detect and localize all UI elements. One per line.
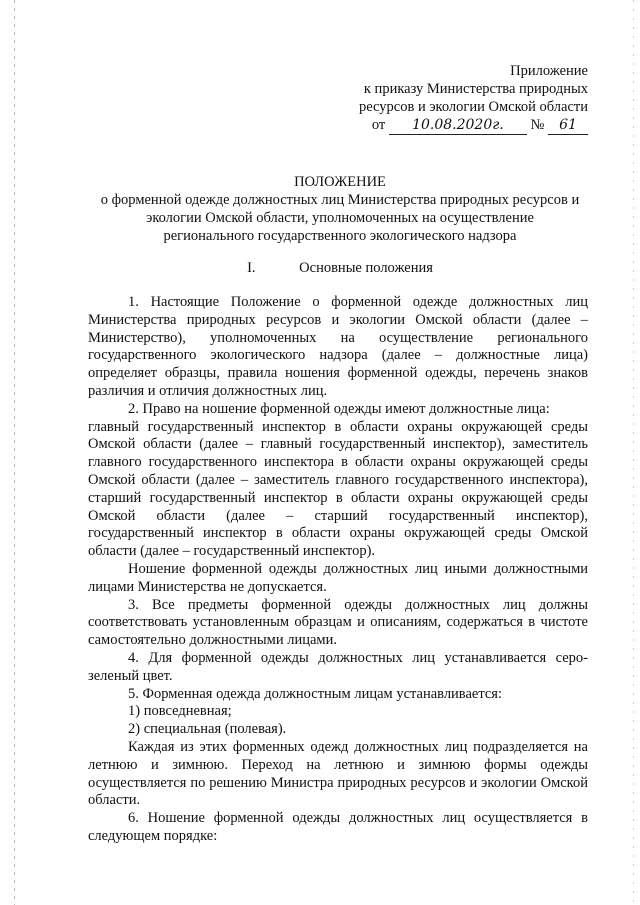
paragraph-3: 3. Все предметы форменной одежды должностных лиц должны соответствовать установленным образцам и описаниям, содержаться в чистоте самостоятельно должностными лицами. [88, 596, 588, 649]
appendix-date-line [359, 116, 588, 135]
appendix-order-line: к приказу Министерства природных [363, 81, 588, 97]
paragraph-4: 4. Для форменной одежды должностных лиц устанавливается серо-зеленый цвет. [88, 649, 588, 684]
scan-edge-left [14, 0, 15, 905]
appendix-label: Приложение [510, 63, 588, 79]
section-title: Основные положения [299, 260, 433, 276]
document-title [60, 173, 620, 245]
paragraph-1: 1. Настоящие Положение о форменной одежде должностных лиц Министерства природных ресурсов и экологии Омской области (далее – Министерство), уполномоченных на осуществление регионального государственного экологического надзора (далее – должностные лица) определяет образцы, правила ношения форменной одежды, перечень знаков различия и отличия должностных лиц. [88, 294, 588, 399]
handwritten-date: 10.08.2020г. [389, 116, 527, 135]
paragraph-2-list: главный государственный инспектор в области охраны окружающей среды Омской области (далее – главный государственный инспектор), заместитель главного государственного инспектора в области охраны окружающей среды Омской области (далее – заместитель главного государственного инспектора), старший государственный инспектор в области охраны окружающей среды Омской области (далее – старший государственный инспектор), государственный инспектор в области охраны окружающей среды Омской области (далее – государственный инспектор). [88, 418, 588, 560]
handwritten-number: 61 [548, 116, 588, 135]
section-number: I. [247, 260, 256, 276]
paragraph-6: 6. Ношение форменной одежды должностных лиц осуществляется в следующем порядке: [88, 810, 588, 844]
title-line-2: экологии Омской области, уполномоченных на осуществление [146, 210, 534, 226]
paragraph-5-item-1: 1) повседневная; [128, 703, 232, 720]
date-prefix: от [371, 117, 386, 133]
scan-edge-right [633, 0, 634, 905]
paragraph-5-item-2: 2) специальная (полевая). [128, 721, 287, 738]
section-heading [60, 260, 620, 277]
title-heading: ПОЛОЖЕНИЕ [294, 174, 386, 190]
document-body [88, 294, 588, 846]
number-prefix: № [530, 117, 545, 133]
appendix-ministry-line: ресурсов и экологии Омской области [359, 99, 588, 115]
paragraph-2: 2. Право на ношение форменной одежды имеют должностные лица: [128, 400, 550, 417]
title-line-1: о форменной одежде должностных лиц Министерства природных ресурсов и [100, 192, 580, 208]
paragraph-5-note: Каждая из этих форменных одежд должностных лиц подразделяется на летнюю и зимнюю. Переход на летнюю и зимнюю формы одежды осуществляется по решению Министра природных ресурсов и экологии Омской области. [88, 738, 588, 809]
appendix-header [359, 62, 588, 135]
title-line-3: регионального государственного экологического надзора [163, 228, 517, 244]
paragraph-2-note: Ношение форменной одежды должностных лиц иными должностными лицами Министерства не допускается. [88, 560, 588, 595]
paragraph-5: 5. Форменная одежда должностным лицам устанавливается: [128, 685, 502, 702]
